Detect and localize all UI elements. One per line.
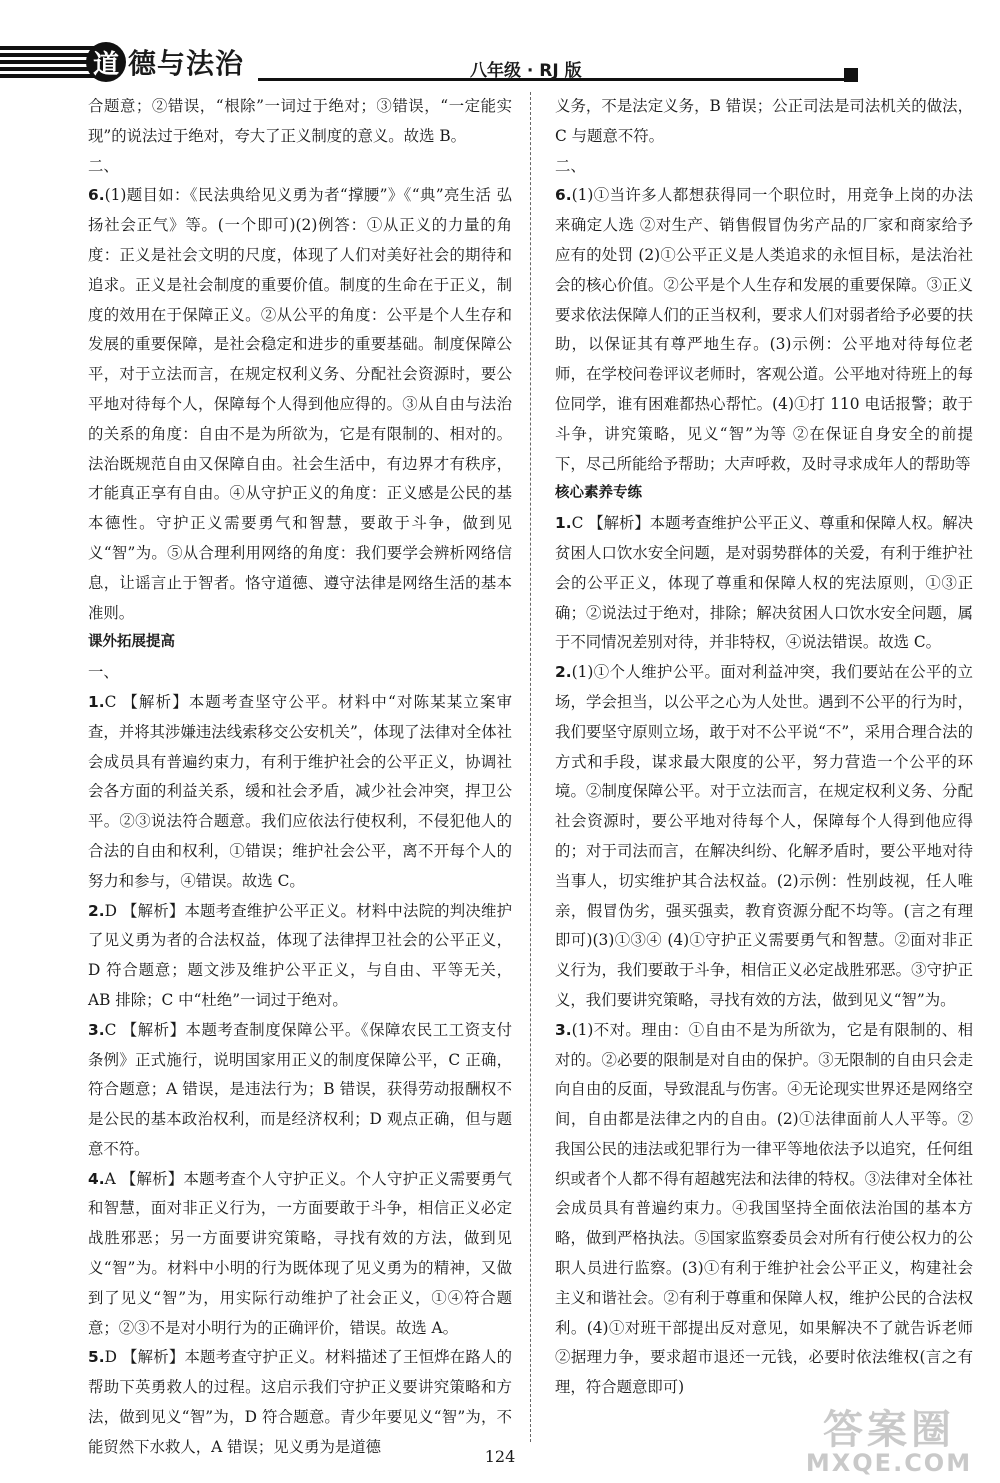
item-text: (1)不对。理由：①自由不是为所欲为，它是有限制的、相对的。②必要的限制是对自由的保护。③无限制的自由只会走向自由的反面，导致混乱与伤害。④无论现实世界还是网络空间，自由都是法律之内的自由。(2)①法律面前人人平等。②我国公民的违法或犯罪行为一律平等地依法予以追究，任何组织或者个人都不得有超越宪法和法律的特权。③法律对全体社会成员具有普遍约束力。④我国坚持全面依法治国的基本方略，做到严格执法。⑤国家监察委员会对所有行使公权力的公职人员进行监察。(3)①有利于维护社会公平正义，构建社会主义和谐社会。②有利于尊重和保障人权，维护公民的合法权利。(4)①对班干部提出反对意见，如果解决不了就告诉老师 ②据理力争，要求超市退还一元钱，必要时依法维权(言之有理，符合题意即可) — [555, 1020, 973, 1397]
item-text: C 【解析】本题考查维护公平正义、尊重和保障人权。解决贫困人口饮水安全问题，是对弱势群体的关爱，有利于维护社会的公平正义，体现了尊重和保障人权的宪法原则，①③正确；②说法过于绝对，排除；解决贫困人口饮水安全问题，属于不同情况差别对待，并非特权，④说法错误。故选 C。 — [555, 514, 973, 652]
item-number: 3. — [88, 1020, 105, 1039]
answer-item — [88, 1343, 512, 1462]
header-square-marker — [844, 68, 858, 82]
item-text: C 【解析】本题考查制度保障公平。《保障农民工工资支付条例》正式施行，说明国家用正义的制度保障公平，C 正确，符合题意；A 错误，是违法行为；B 错误，获得劳动报酬权不是公民的基本政治权利，而是经济权利；D 观点正确，但与题意不符。 — [88, 1020, 512, 1158]
item-text: A 【解析】本题考查个人守护正义。个人守护正义需要勇气和智慧，面对非正义行为，一方面要敢于斗争，相信正义必定战胜邪恶；另一方面要讲究策略，寻找有效的方法，做到见义“智”为。材料中小明的行为既体现了见义勇为的精神，又做到了见义“智”为，用实际行动维护了社会正义，①④符合题意；②③不是对小明行为的正确评价，错误。故选 A。 — [88, 1169, 512, 1337]
item-text: 二、 — [88, 156, 119, 175]
item-text: (1)①个人维护公平。面对利益冲突，我们要站在公平的立场，学会担当，以公平之心为人处世。遇到不公平的行为时，我们要坚守原则立场，敢于对不公平说“不”，采用合理合法的方式和手段，谋求最大限度的公平，努力营造一个公平的环境。②制度保障公平。对于立法而言，在规定权利义务、分配社会资源时，要公平地对待每个人，保障每个人得到他应得的；对于司法而言，在解决纠纷、化解矛盾时，要公平地对待当事人，切实维护其合法权益。(2)示例：性别歧视，任人唯亲，假冒伪劣，强买强卖，教育资源分配不均等。(言之有理即可)(3)①③④ (4)①守护正义需要勇气和智慧。②面对非正义行为，我们要敢于斗争，相信正义必定战胜邪恶。③守护正义，我们要讲究策略，寻找有效的方法，做到见义“智”为。 — [555, 663, 973, 1009]
item-number: 4. — [88, 1169, 105, 1188]
grade-label: 八年级 · RJ 版 — [470, 61, 582, 81]
answer-text — [555, 92, 973, 152]
answer-item — [555, 181, 973, 479]
answer-item — [88, 181, 512, 628]
page-number: 124 — [484, 1447, 516, 1466]
answer-text — [88, 152, 512, 182]
answer-text — [88, 92, 512, 152]
subject-logo-rest: 德与法治 — [128, 47, 245, 80]
answer-item — [555, 658, 973, 1016]
left-column — [88, 92, 512, 1463]
answer-text — [555, 152, 973, 182]
answer-text — [88, 658, 512, 688]
answer-item — [88, 688, 512, 897]
item-number: 2. — [88, 901, 105, 920]
item-text: C 【解析】本题考查坚守公平。材料中“对陈某某立案审查，并将其涉嫌违法线索移交公安机关”，体现了法律对全体社会成员具有普遍约束力，有利于维护社会的公平正义，协调社会各方面的利益关系，缓和社会矛盾，减少社会冲突，捍卫公平。②③说法符合题意。我们应依法行使权利，不侵犯他人的合法的自由和权利，①错误；维护社会公平，离不开每个人的努力和参与，④错误。故选 C。 — [88, 692, 512, 890]
item-number: 1. — [555, 514, 572, 533]
watermark-bottom: MXQE.COM — [805, 1449, 973, 1477]
answer-item — [555, 1016, 973, 1403]
item-number: 6. — [88, 186, 105, 205]
item-number: 5. — [88, 1348, 105, 1367]
item-text: D 【解析】本题考查守护正义。材料描述了王恒烨在路人的帮助下英勇救人的过程。这启示我们守护正义要讲究策略和方法，做到见义“智”为，D 符合题意。青少年要见义“智”为，不能贸然下水救人，A 错误；见义勇为是道德 — [88, 1348, 512, 1456]
item-number: 3. — [555, 1020, 572, 1039]
section-heading: 核心素养专练 — [555, 485, 642, 502]
subject-logo — [86, 40, 244, 84]
item-text: 二、 — [555, 156, 586, 175]
answer-item — [555, 509, 973, 658]
item-text: (1)①当许多人都想获得同一个职位时，用竞争上岗的办法来确定人选 ②对生产、销售假冒伪劣产品的厂家和商家给予应有的处罚 (2)①公平正义是人类追求的永恒目标，是法治社会的核心价值。②公平是个人生存和发展的重要保障。③正义要求依法保障人们的正当权利，要求人们对弱者给予必要的扶助，以保证其有尊严地生存。(3)示例：公平地对待每位老师，在学校问卷评议老师时，客观公道。公平地对待班上的每位同学，谁有困难都热心帮忙。(4)①打 110 电话报警；敢于斗争，讲究策略，见义“智”为等 ②在保证自身安全的前提下，尽己所能给予帮助；大声呼救，及时寻求成年人的帮助等 — [555, 186, 973, 473]
item-number: 1. — [88, 692, 105, 711]
item-text: (1)题目如：《民法典给见义勇为者“撑腰”》《“典”亮生活 弘扬社会正气》等。(一个即可)(2)例答：①从正义的力量的角度：正义是社会文明的尺度，体现了人们对美好社会的期待和追求。正义是社会制度的重要价值。制度的生命在于正义，制度的效用在于保障正义。②从公平的角度：公平是个人生存和发展的重要保障，是社会稳定和进步的重要基础。制度保障公平，对于立法而言，在规定权利义务、分配社会资源时，要公平地对待每个人，保障每个人得到他应得的。③从自由与法治的关系的角度：自由不是为所欲为，它是有限制的、相对的。法治既规范自由又保障自由。社会生活中，有边界才有秩序，才能真正享有自由。④从守护正义的角度：正义感是公民的基本德性。守护正义需要勇气和智慧，要敢于斗争，做到见义“智”为。⑤从合理利用网络的角度：我们要学会辨析网络信息，让谣言止于智者。恪守道德、遵守法律是网络生活的基本准则。 — [88, 186, 512, 622]
item-text: 一、 — [88, 663, 119, 682]
answer-item — [88, 1165, 512, 1344]
header-stripes-decoration — [0, 46, 100, 82]
item-text: 义务，不是法定义务，B 错误；公正司法是司法机关的做法，C 与题意不符。 — [555, 97, 973, 145]
item-text: D 【解析】本题考查维护公平正义。材料中法院的判决维护了见义勇为者的合法权益，体现了法律捍卫社会的公平正义，D 符合题意；题文涉及维护公平正义，与自由、平等无关，AB 排除；C 中“杜绝”一词过于绝对。 — [88, 901, 512, 1009]
watermark-logo — [804, 1407, 974, 1477]
section-heading: 课外拓展提高 — [88, 634, 175, 651]
watermark-top: 答案圈 — [823, 1407, 955, 1453]
right-column — [555, 92, 973, 1403]
subject-logo-first-char: 道 — [86, 42, 126, 82]
item-text: 合题意；②错误，“根除”一词过于绝对；③错误，“一定能实现”的说法过于绝对，夸大了正义制度的意义。故选 B。 — [88, 97, 512, 145]
column-divider — [530, 92, 531, 1442]
answer-item — [88, 897, 512, 1016]
answer-item — [88, 1016, 512, 1165]
item-number: 6. — [555, 186, 572, 205]
page-header — [0, 0, 1000, 92]
item-number: 2. — [555, 663, 572, 682]
